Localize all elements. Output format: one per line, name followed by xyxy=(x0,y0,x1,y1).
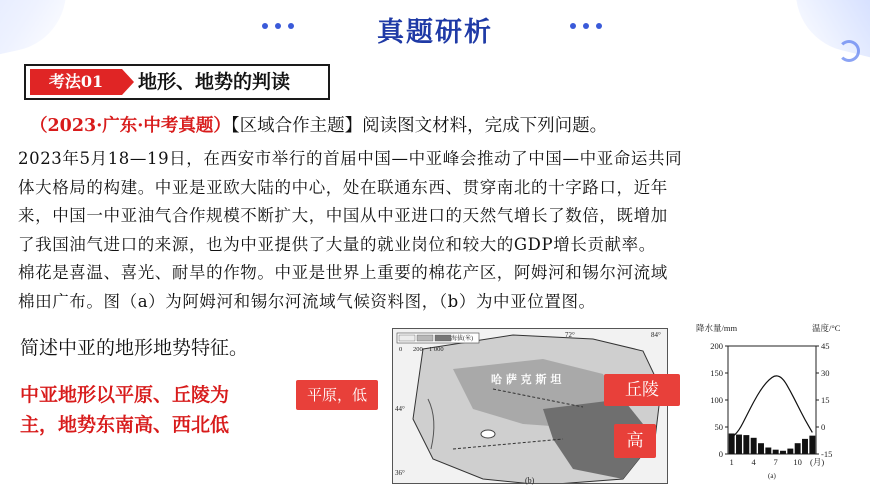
central-asia-map xyxy=(392,328,668,484)
paragraph-line: 2023年5月18—19日，在西安市举行的首届中国—中亚峰会推动了中国—中亚命运共同 xyxy=(18,149,683,168)
paragraph-line: 体大格局的构建。中亚是亚欧大陆的中心，处在联通东西、贯穿南北的十字路口，近年 xyxy=(18,177,668,197)
y-tick-label-right: 0 xyxy=(821,422,826,432)
paragraph-line: 棉田广布。图（a）为阿姆河和锡尔河流域气候资料图，（b）为中亚位置图。 xyxy=(18,291,596,311)
map-legend-200: 200 xyxy=(413,346,423,353)
y-tick-label-left: 50 xyxy=(714,422,723,432)
kaofa-banner xyxy=(24,64,330,100)
temperature-line xyxy=(732,376,813,438)
paragraph-line: 来，中国一中亚油气合作规模不断扩大，中国从中亚进口的天然气增长了数倍，既增加 xyxy=(18,206,668,225)
y-tick-label-left: 100 xyxy=(710,395,723,405)
x-tick-label: 4 xyxy=(751,457,756,467)
climate-chart xyxy=(688,322,868,487)
answer-text xyxy=(20,380,300,440)
precip-bar xyxy=(758,443,764,454)
map-legend-unit: 海拔(米) xyxy=(451,336,473,342)
map-legend-1000: 1 000 xyxy=(429,346,444,353)
map-lat-36: 36° xyxy=(395,469,405,477)
precip-bar xyxy=(765,448,771,454)
question-line xyxy=(30,112,607,137)
y-tick-label-left: 200 xyxy=(710,341,723,351)
paragraph-line: 了我国油气进口的来源，也为中亚提供了大量的就业岗位和较大的GDP增长贡献率。 xyxy=(18,234,656,254)
precip-bar xyxy=(802,439,808,454)
precip-bar xyxy=(773,450,779,454)
precip-bar xyxy=(795,443,801,454)
label-high: 高 xyxy=(614,424,656,458)
climate-chart-svg xyxy=(688,322,868,487)
sub-question: 简述中亚的地形地势特征。 xyxy=(20,337,249,359)
map-caption: (b) xyxy=(525,476,535,485)
precip-bar xyxy=(751,438,757,454)
precip-bar xyxy=(780,451,786,454)
page-title: 真题研析 xyxy=(377,17,493,48)
y-tick-label-left: 0 xyxy=(718,449,723,459)
kaofa-tag: 考法01 xyxy=(30,69,122,95)
question-source: （2023·广东·中考真题） xyxy=(30,116,231,136)
chart-ylabel-right: 温度/°C xyxy=(812,323,841,333)
question-intro: 【区域合作主题】阅读图文材料，完成下列问题。 xyxy=(230,116,608,136)
material-paragraph-2 xyxy=(18,259,858,316)
paragraph-line: 棉花是喜温、喜光、耐旱的作物。中亚是世界上重要的棉花产区，阿姆河和锡尔河流域 xyxy=(18,263,668,282)
y-tick-label-right: 15 xyxy=(821,395,830,405)
precip-bar xyxy=(743,435,749,454)
map-lon-72: 72° xyxy=(565,331,575,339)
map-place-label: 哈 萨 克 斯 坦 xyxy=(491,373,562,386)
label-hills: 丘陵 xyxy=(604,374,680,406)
precip-bar xyxy=(736,435,742,454)
kaofa-title: 地形、地势的判读 xyxy=(138,71,291,93)
answer-line: 中亚地形以平原、丘陵为 xyxy=(20,384,230,406)
precip-bar xyxy=(787,449,793,454)
label-plain-low: 平原，低 xyxy=(296,380,378,410)
map-lat-44: 44° xyxy=(395,405,405,413)
chart-xlabel: (月) xyxy=(810,457,825,467)
chart-caption: (a) xyxy=(768,472,776,480)
map-graphic xyxy=(393,329,668,484)
y-tick-label-left: 150 xyxy=(710,368,723,378)
y-tick-label-right: 30 xyxy=(821,368,830,378)
y-tick-label-right: -15 xyxy=(821,449,833,459)
map-legend-0: 0 xyxy=(399,346,403,353)
y-tick-label-right: 45 xyxy=(821,341,830,351)
precip-bar xyxy=(809,436,815,454)
map-lon-84: 84° xyxy=(651,331,661,339)
x-tick-label: 7 xyxy=(773,457,778,467)
chart-ylabel-left: 降水量/mm xyxy=(696,323,738,333)
material-paragraph-1 xyxy=(18,145,858,259)
x-tick-label: 10 xyxy=(793,457,802,467)
answer-line: 主，地势东南高、西北低 xyxy=(20,414,230,436)
x-tick-label: 1 xyxy=(729,457,734,467)
